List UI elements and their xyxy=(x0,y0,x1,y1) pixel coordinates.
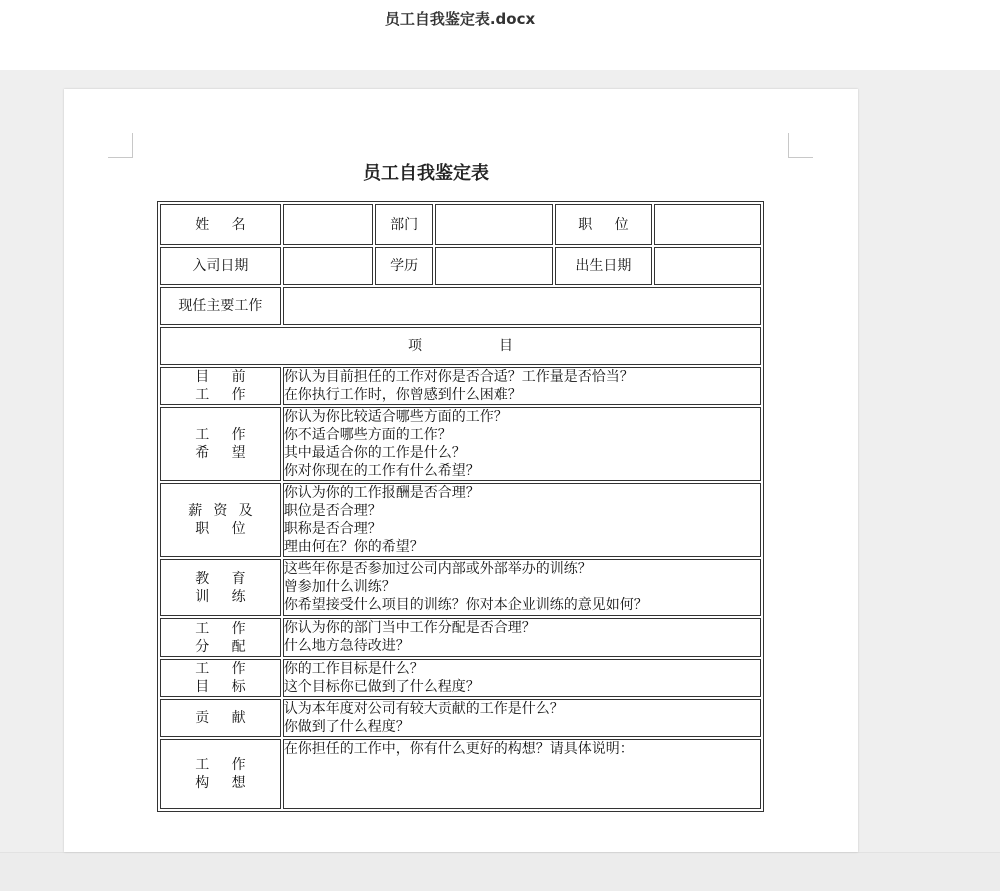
item-questions-cell[interactable] xyxy=(283,699,761,737)
item-row xyxy=(160,367,761,405)
question-text: 你希望接受什么项目的训练？你对本企业训练的意见如何？ xyxy=(283,597,648,613)
item-questions-cell[interactable] xyxy=(283,618,761,657)
file-title: 员工自我鉴定表.docx xyxy=(384,10,536,28)
name-value-cell[interactable] xyxy=(283,204,374,245)
item-questions-cell[interactable] xyxy=(283,407,761,481)
question-text: 这个目标你已做到了什么程度？ xyxy=(283,679,480,695)
document-page xyxy=(64,89,858,852)
question-text: 你做到了什么程度？ xyxy=(283,719,410,735)
education-label: 学历 xyxy=(375,247,432,285)
hire-date-value-cell[interactable] xyxy=(283,247,374,285)
item-label: 贡 献 xyxy=(160,699,281,737)
question-text: 什么地方急待改进？ xyxy=(283,638,410,654)
item-questions-cell[interactable] xyxy=(283,483,761,557)
current-work-value-cell[interactable] xyxy=(283,287,761,325)
item-label: 目 前 工 作 xyxy=(160,367,281,405)
item-row xyxy=(160,618,761,657)
name-label: 姓 名 xyxy=(160,204,281,245)
question-text: 职位是否合理？ xyxy=(283,503,382,519)
question-text: 你认为你的部门当中工作分配是否合理？ xyxy=(283,620,536,636)
crop-mark-top-left xyxy=(108,133,133,158)
info-row xyxy=(160,247,761,285)
question-text: 在你担任的工作中，你有什么更好的构想？请具体说明： xyxy=(283,741,634,757)
birth-date-value-cell[interactable] xyxy=(654,247,761,285)
bottom-strip xyxy=(0,852,1000,891)
question-text: 你的工作目标是什么？ xyxy=(283,661,424,677)
section-header-row xyxy=(160,327,761,365)
question-text: 理由何在？你的希望？ xyxy=(283,539,424,555)
question-text: 你不适合哪些方面的工作？ xyxy=(283,427,452,443)
question-text: 曾参加什么训练？ xyxy=(283,579,396,595)
self-assessment-form xyxy=(157,201,764,812)
item-questions-cell[interactable] xyxy=(283,739,761,809)
item-label: 工 作 目 标 xyxy=(160,659,281,697)
position-value-cell[interactable] xyxy=(654,204,761,245)
question-text: 你对你现在的工作有什么希望？ xyxy=(283,463,480,479)
current-work-label: 现任主要工作 xyxy=(160,287,281,325)
question-text: 你认为你的工作报酬是否合理？ xyxy=(283,485,480,501)
item-row xyxy=(160,699,761,737)
item-questions-cell[interactable] xyxy=(283,659,761,697)
title-bar xyxy=(0,0,1000,70)
item-label: 工 作 希 望 xyxy=(160,407,281,481)
question-text: 你认为你比较适合哪些方面的工作？ xyxy=(283,409,508,425)
item-row xyxy=(160,739,761,809)
info-row xyxy=(160,204,761,245)
item-row xyxy=(160,407,761,481)
birth-date-label: 出生日期 xyxy=(555,247,653,285)
question-text: 职称是否合理？ xyxy=(283,521,382,537)
question-text: 你认为目前担任的工作对你是否合适？工作量是否恰当？ xyxy=(283,369,634,385)
item-questions-cell[interactable] xyxy=(283,367,761,405)
department-label: 部门 xyxy=(375,204,432,245)
education-value-cell[interactable] xyxy=(435,247,553,285)
item-label: 工 作 分 配 xyxy=(160,618,281,657)
question-text: 在你执行工作时，你曾感到什么困难？ xyxy=(283,387,522,403)
info-row xyxy=(160,287,761,325)
item-questions-cell[interactable] xyxy=(283,559,761,616)
question-text: 这些年你是否参加过公司内部或外部举办的训练？ xyxy=(283,561,592,577)
item-label: 工 作 构 想 xyxy=(160,739,281,809)
item-label: 教 育 训 练 xyxy=(160,559,281,616)
item-row xyxy=(160,483,761,557)
crop-mark-top-right xyxy=(788,133,813,158)
hire-date-label: 入司日期 xyxy=(160,247,281,285)
document-heading: 员工自我鉴定表 xyxy=(363,163,489,184)
position-label: 职 位 xyxy=(555,204,653,245)
item-label: 薪 资 及 职 位 xyxy=(160,483,281,557)
item-row xyxy=(160,659,761,697)
section-header: 项 目 xyxy=(160,327,761,365)
question-text: 其中最适合你的工作是什么？ xyxy=(283,445,466,461)
question-text: 认为本年度对公司有较大贡献的工作是什么？ xyxy=(283,701,564,717)
item-row xyxy=(160,559,761,616)
department-value-cell[interactable] xyxy=(435,204,553,245)
